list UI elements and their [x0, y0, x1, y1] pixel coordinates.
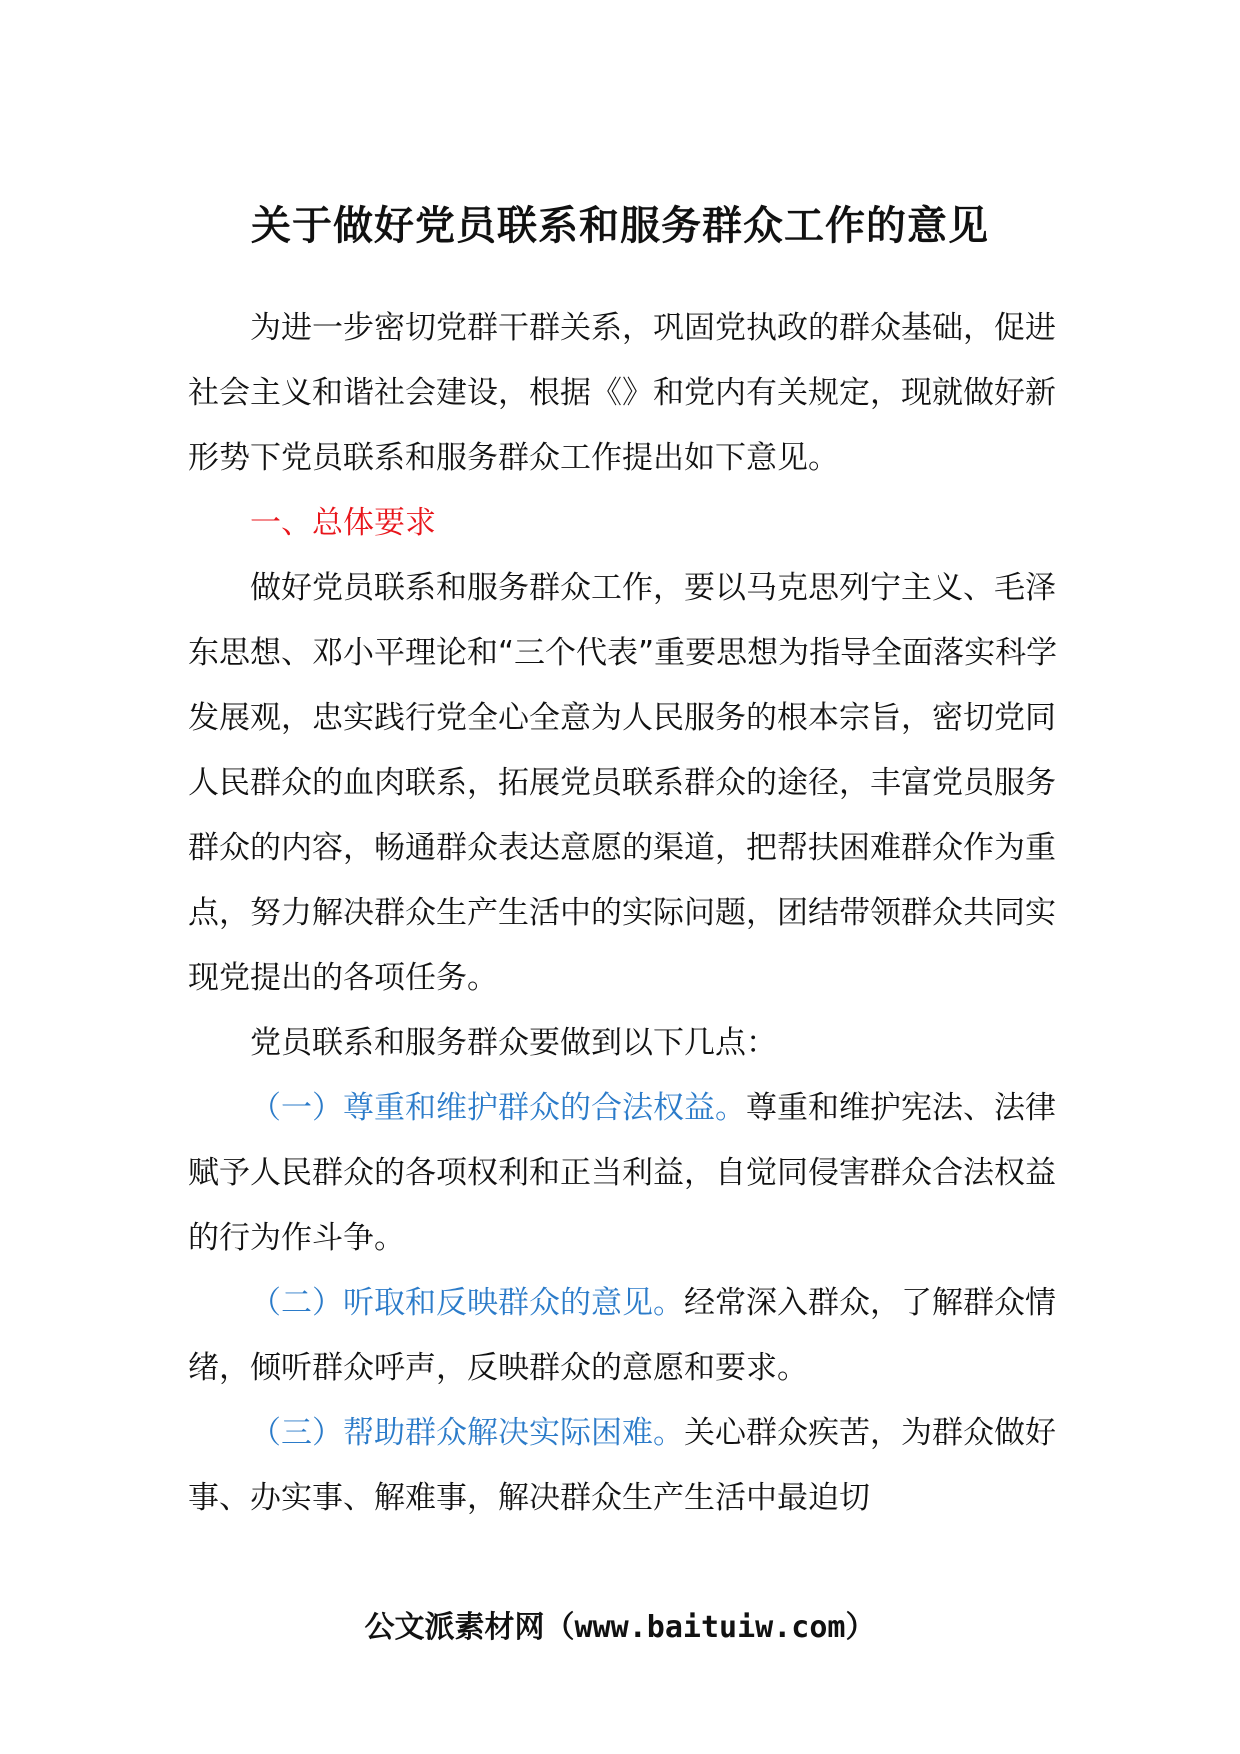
item-heading-1: （一）尊重和维护群众的合法权益。 — [250, 1090, 746, 1126]
document-title: 关于做好党员联系和服务群众工作的意见 — [251, 203, 989, 249]
points-intro-paragraph: 党员联系和服务群众要做到以下几点： — [250, 1025, 777, 1061]
item-heading-2: （二）听取和反映群众的意见。 — [250, 1285, 684, 1321]
item-heading-3: （三）帮助群众解决实际困难。 — [250, 1415, 684, 1451]
item-text-2: 经常深入群众，了解群众情绪，倾听群众呼声，反映群众的意愿和要求。 — [188, 1285, 1056, 1386]
intro-paragraph: 为进一步密切党群干群关系，巩固党执政的群众基础，促进社会主义和谐社会建设，根据《》和党内有关规定，现就做好新形势下党员联系和服务群众工作提出如下意见。 — [188, 310, 1056, 476]
document-body — [188, 296, 1068, 1531]
page-footer — [0, 1606, 1240, 1650]
item-paragraph-1 — [188, 1076, 1068, 1271]
section-heading-general-requirements: 一、总体要求 — [250, 505, 436, 541]
item-text-3: 关心群众疾苦，为群众做好事、办实事、解难事，解决群众生产生活中最迫切 — [188, 1415, 1056, 1516]
general-requirements-paragraph: 做好党员联系和服务群众工作，要以马克思列宁主义、毛泽东思想、邓小平理论和“三个代表”重要思想为指导全面落实科学发展观，忠实践行党全心全意为人民服务的根本宗旨，密切党同人民群众的血肉联系，拓展党员联系群众的途径，丰富党员服务群众的内容，畅通群众表达意愿的渠道，把帮扶困难群众作为重点，努力解决群众生产生活中的实际问题，团结带领群众共同实现党提出的各项任务。 — [188, 570, 1058, 996]
footer-paren-close: ） — [845, 1610, 876, 1645]
item-paragraph-2 — [188, 1271, 1068, 1401]
footer-paren-open: （ — [544, 1610, 575, 1645]
footer-site-name: 公文派素材网 — [364, 1610, 545, 1645]
item-paragraph-3 — [188, 1401, 1068, 1531]
item-text-1: 尊重和维护宪法、法律赋予人民群众的各项权利和正当利益，自觉同侵害群众合法权益的行为作斗争。 — [188, 1090, 1056, 1256]
footer-url: www.baituiw.com — [574, 1610, 846, 1645]
